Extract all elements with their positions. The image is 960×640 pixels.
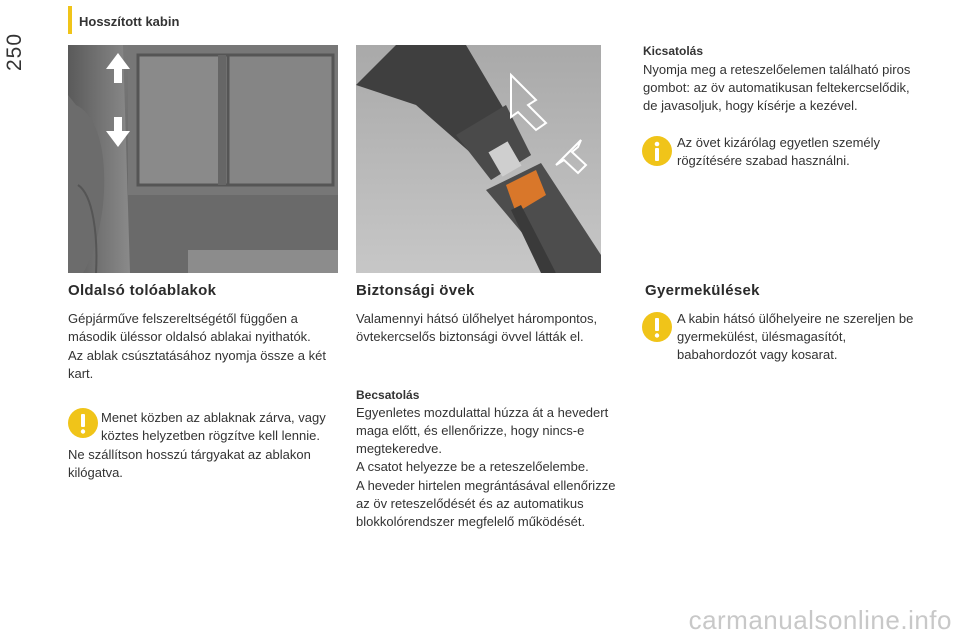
subheading-fastening: Becsatolás — [356, 388, 420, 402]
col1-warning-text: Menet közben az ablaknak zárva, vagy köztes helyzetben rögzítve kell lennie. — [101, 410, 326, 443]
col1-paragraph-2: Az ablak csúsztatásához nyomja össze a két kart. — [68, 348, 326, 381]
sliding-window-photo — [68, 45, 338, 273]
col2-paragraph-3: A heveder hirtelen megrántásával ellenőrizze az öv reteszelődését és az automatikus blokkolórendszer megfelelő működését. — [356, 478, 616, 529]
col2-paragraph-2: A csatot helyezze be a reteszelőelembe. — [356, 459, 589, 474]
col1-paragraph-3: Ne szállítson hosszú tárgyakat az ablakon kilógatva. — [68, 447, 311, 480]
section-title: Hosszított kabin — [79, 14, 180, 29]
col3-paragraph-1: Nyomja meg a reteszelőelemen található piros gombot: az öv automatikusan feltekercselődik, de javasoljuk, hogy kísérje a kezével. — [643, 62, 911, 113]
col3-info-text: Az övet kizárólag egyetlen személy rögzítésére szabad használni. — [677, 135, 881, 168]
seatbelt-buckle-photo — [356, 45, 601, 273]
info-icon — [640, 134, 674, 168]
subheading-unfastening: Kicsatolás — [643, 44, 704, 58]
heading-sliding-windows: Oldalsó tolóablakok — [68, 282, 217, 299]
warning-icon — [66, 406, 100, 440]
watermark: carmanualsonline.info — [688, 605, 952, 635]
col1-paragraph-1: Gépjárműve felszereltségétől függően a második üléssor oldalsó ablakai nyithatók. — [68, 311, 311, 344]
page-number — [3, 22, 38, 82]
col2-paragraph-1: Egyenletes mozdulattal húzza át a hevedert maga előtt, és ellenőrizze, hogy nincs-e megtekeredve. — [356, 405, 609, 456]
section-accent-bar — [68, 6, 72, 34]
col3-warning-text: A kabin hátsó ülőhelyeire ne szereljen be gyermekülést, ülésmagasítót, babahordozót vagy kosarat. — [677, 311, 914, 362]
page-number-text: 250 — [3, 32, 27, 72]
heading-seat-belts: Biztonsági övek — [356, 282, 475, 299]
heading-child-seats: Gyermekülések — [645, 282, 760, 299]
col2-intro: Valamennyi hátsó ülőhelyet hárompontos, övtekercselős biztonsági övvel látták el. — [356, 311, 598, 344]
warning-icon — [640, 310, 674, 344]
